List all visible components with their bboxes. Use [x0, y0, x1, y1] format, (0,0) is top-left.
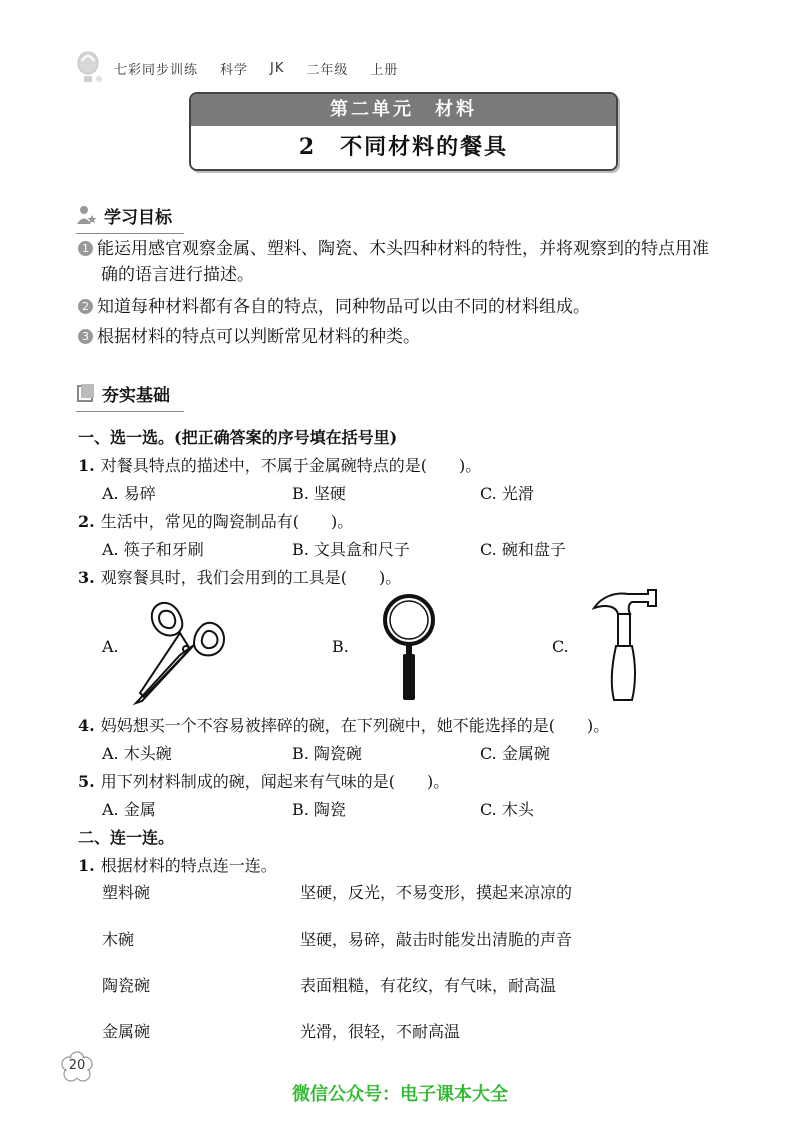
match-left-4: 金属碗	[102, 1022, 151, 1041]
goal-text-1a: 能运用感官观察金属、塑料、陶瓷、木头四种材料的特性，并将观察到的特点用准	[97, 239, 709, 259]
page-number: 20	[68, 1058, 86, 1073]
question-1-number: 1.	[78, 456, 95, 475]
goal-number-2: 2	[78, 299, 93, 314]
q5-option-b: B. 陶瓷	[292, 800, 346, 819]
question-1	[78, 453, 481, 476]
question-2	[78, 509, 353, 532]
lesson-title: 2 不同材料的餐具	[191, 126, 616, 169]
match-right-2: 坚硬，易碎，敲击时能发出清脆的声音	[300, 930, 573, 949]
scissors-icon	[128, 593, 240, 705]
watermark-text: 微信公众号：电子课本大全	[292, 1084, 508, 1105]
match-left-1: 塑料碗	[102, 883, 151, 902]
question-3-stem: 观察餐具时，我们会用到的工具是( )。	[100, 568, 402, 587]
header-series: 七彩同步训练	[114, 62, 199, 78]
question-4	[78, 713, 609, 736]
q4-option-c: C. 金属碗	[480, 744, 550, 763]
header-subject: 科学	[220, 62, 249, 78]
q2-option-b: B. 文具盒和尺子	[292, 540, 410, 559]
match-left-2: 木碗	[102, 930, 135, 949]
magnifier-icon	[378, 592, 440, 704]
goal-item-3	[78, 324, 738, 350]
q4-option-b: B. 陶瓷碗	[292, 744, 362, 763]
goal-item-1	[78, 236, 738, 288]
question-2-stem: 生活中，常见的陶瓷制品有( )。	[100, 512, 354, 531]
question-3-number: 3.	[78, 568, 95, 587]
basics-heading-label: 夯实基础	[102, 385, 170, 406]
part2-question-stem: 根据材料的特点连一连。	[100, 856, 277, 875]
q5-option-c: C. 木头	[480, 800, 534, 819]
goal-item-2	[78, 294, 738, 320]
q1-option-c: C. 光滑	[480, 484, 534, 503]
title-box	[189, 92, 618, 171]
header-volume: 上册	[370, 62, 399, 78]
question-5-stem: 用下列材料制成的碗，闻起来有气味的是( )。	[100, 772, 450, 791]
goal-text-2: 知道每种材料都有各自的特点，同种物品可以由不同的材料组成。	[97, 297, 590, 317]
goal-text-1b: 确的语言进行描述。	[101, 265, 254, 285]
basics-heading-underline	[76, 411, 184, 412]
goals-heading-label: 学习目标	[104, 207, 172, 228]
goals-heading-underline	[76, 233, 184, 234]
question-4-stem: 妈妈想买一个不容易被摔碎的碗，在下列碗中，她不能选择的是( )。	[100, 716, 610, 735]
question-5-number: 5.	[78, 772, 95, 791]
q5-option-a: A. 金属	[102, 800, 156, 819]
q2-option-c: C. 碗和盘子	[480, 540, 566, 559]
part2-question-number: 1.	[78, 856, 95, 875]
q3-option-c: C.	[552, 637, 569, 656]
page-number-badge	[60, 1050, 94, 1084]
q3-option-a: A.	[102, 637, 119, 656]
goal-text-3: 根据材料的特点可以判断常见材料的种类。	[97, 327, 420, 347]
q1-option-a: A. 易碎	[102, 484, 156, 503]
q3-option-b: B.	[332, 637, 349, 656]
part2-heading: 二、连一连。	[78, 828, 175, 847]
goal-number-3: 3	[78, 329, 93, 344]
q2-option-a: A. 筷子和牙刷	[102, 540, 204, 559]
match-right-3: 表面粗糙，有花纹，有气味，耐高温	[300, 976, 557, 995]
match-left-3: 陶瓷碗	[102, 976, 151, 995]
hot-air-balloon-icon	[74, 51, 104, 85]
goal-number-1: 1	[78, 241, 93, 256]
header-grade: 二年级	[306, 62, 349, 78]
part2-question	[78, 853, 277, 876]
question-5	[78, 769, 449, 792]
part1-heading: 一、选一选。(把正确答案的序号填在括号里)	[78, 428, 398, 447]
question-2-number: 2.	[78, 512, 95, 531]
match-right-4: 光滑，很轻，不耐高温	[300, 1022, 461, 1041]
goals-heading	[76, 202, 184, 228]
question-3	[78, 565, 401, 588]
question-4-number: 4.	[78, 716, 95, 735]
book-icon	[76, 383, 96, 403]
q4-option-a: A. 木头碗	[102, 744, 172, 763]
page-header	[74, 50, 410, 86]
people-icon	[76, 205, 98, 225]
header-edition: JK	[270, 60, 285, 76]
match-right-1: 坚硬，反光，不易变形，摸起来凉凉的	[300, 883, 573, 902]
unit-title: 第二单元 材料	[191, 94, 616, 126]
question-1-stem: 对餐具特点的描述中，不属于金属碗特点的是( )。	[100, 456, 482, 475]
hammer-icon	[588, 588, 660, 706]
basics-heading	[76, 380, 184, 406]
q1-option-b: B. 坚硬	[292, 484, 346, 503]
